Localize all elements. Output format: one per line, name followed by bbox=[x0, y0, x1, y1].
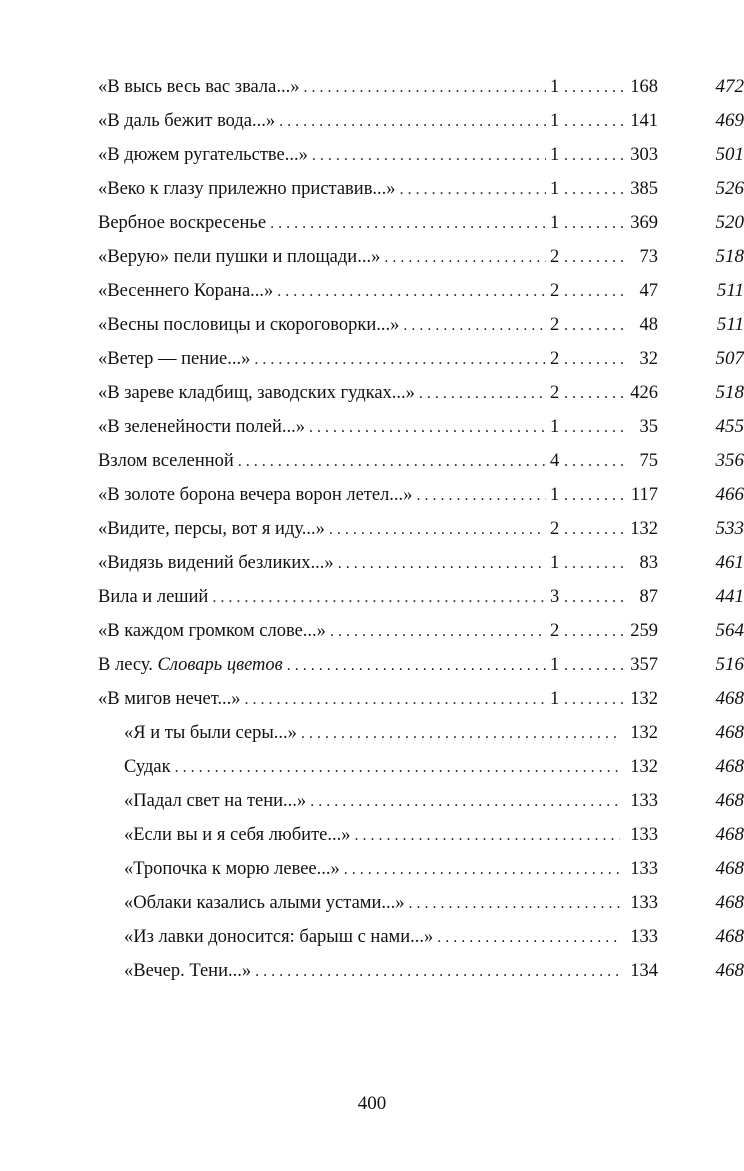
entry-title: «В мигов нечет...» bbox=[98, 689, 241, 709]
entry-volume: 1 bbox=[550, 655, 560, 675]
entry-commentary-page: 533 bbox=[715, 518, 744, 539]
leader-dots bbox=[419, 377, 546, 411]
entry-title: «Видите, персы, вот я иду...» bbox=[98, 519, 325, 539]
entry-volume: 1 bbox=[550, 417, 560, 437]
entry-title: «Облаки казались алыми устами...» bbox=[124, 893, 405, 913]
leader-dots bbox=[310, 785, 620, 819]
entry-volume: 2 bbox=[550, 519, 560, 539]
entry-page: 48 bbox=[639, 315, 658, 335]
entry-volume: 1 bbox=[550, 77, 560, 97]
entry-title: «В зареве кладбищ, заводских гудках...» bbox=[98, 383, 415, 403]
entry-page: 133 bbox=[630, 859, 658, 879]
entry-page: 75 bbox=[639, 451, 658, 471]
entry-title: «В дюжем ругательстве...» bbox=[98, 145, 308, 165]
entry-volume: 2 bbox=[550, 621, 560, 641]
entry-page: 168 bbox=[630, 77, 658, 97]
index-entry bbox=[98, 240, 744, 274]
index-entry bbox=[98, 206, 744, 240]
index-entry bbox=[98, 648, 744, 682]
index-entry bbox=[98, 580, 744, 614]
index-entry bbox=[98, 546, 744, 580]
entry-commentary-page: 468 bbox=[715, 790, 744, 811]
entry-volume: 1 bbox=[550, 485, 560, 505]
entry-commentary-page: 518 bbox=[715, 246, 744, 267]
entry-title: Вербное воскресенье bbox=[98, 213, 267, 233]
entry-commentary-page: 472 bbox=[715, 76, 744, 97]
index-entry bbox=[98, 342, 744, 376]
leader-dots bbox=[277, 275, 546, 309]
entry-volume: 1 bbox=[550, 213, 560, 233]
entry-volume: 2 bbox=[550, 315, 560, 335]
entry-page: 369 bbox=[630, 213, 658, 233]
leader-dots bbox=[175, 751, 620, 785]
entry-volume: 4 bbox=[550, 451, 560, 471]
leader-dots bbox=[437, 921, 620, 955]
entry-title: Взлом вселенной bbox=[98, 451, 234, 471]
entry-commentary-page: 511 bbox=[716, 280, 744, 301]
leader-dots bbox=[329, 513, 546, 547]
entry-title: «Верую» пели пушки и площади...» bbox=[98, 247, 381, 267]
entry-title: «Если вы и я себя любите...» bbox=[124, 825, 351, 845]
entry-title: «В высь весь вас звала...» bbox=[98, 77, 300, 97]
leader-dots bbox=[564, 377, 624, 411]
entry-volume: 1 bbox=[550, 179, 560, 199]
entry-page: 132 bbox=[630, 689, 658, 709]
entry-title: «Ветер — пение...» bbox=[98, 349, 251, 369]
entry-commentary-page: 518 bbox=[715, 382, 744, 403]
index-entry bbox=[98, 138, 744, 172]
index-entry bbox=[98, 410, 744, 444]
leader-dots bbox=[338, 547, 546, 581]
entry-page: 47 bbox=[639, 281, 658, 301]
index-entry bbox=[98, 512, 744, 546]
leader-dots bbox=[355, 819, 621, 853]
entry-page: 426 bbox=[630, 383, 658, 403]
entry-title: В лесу. Словарь цветов bbox=[98, 655, 283, 675]
leader-dots bbox=[564, 343, 624, 377]
entry-commentary-page: 356 bbox=[715, 450, 744, 471]
leader-dots bbox=[564, 683, 624, 717]
leader-dots bbox=[564, 241, 624, 275]
entry-page: 133 bbox=[630, 791, 658, 811]
leader-dots bbox=[312, 139, 546, 173]
leader-dots bbox=[279, 105, 546, 139]
leader-dots bbox=[564, 479, 624, 513]
leader-dots bbox=[564, 139, 624, 173]
leader-dots bbox=[330, 615, 546, 649]
leader-dots bbox=[287, 649, 546, 683]
leader-dots bbox=[564, 615, 624, 649]
leader-dots bbox=[564, 309, 624, 343]
entry-commentary-page: 468 bbox=[715, 756, 744, 777]
leader-dots bbox=[344, 853, 620, 887]
entry-volume: 2 bbox=[550, 349, 560, 369]
index-entry bbox=[98, 70, 744, 104]
entry-commentary-page: 468 bbox=[715, 688, 744, 709]
index-entry bbox=[98, 614, 744, 648]
entry-volume: 1 bbox=[550, 145, 560, 165]
entry-page: 83 bbox=[639, 553, 658, 573]
leader-dots bbox=[238, 445, 546, 479]
entry-title: «Из лавки доносится: барыш с нами...» bbox=[124, 927, 434, 947]
leader-dots bbox=[384, 241, 546, 275]
entry-page: 132 bbox=[630, 723, 658, 743]
index-entry bbox=[98, 274, 744, 308]
leader-dots bbox=[564, 275, 624, 309]
leader-dots bbox=[245, 683, 546, 717]
entry-page: 133 bbox=[630, 893, 658, 913]
entry-commentary-page: 507 bbox=[715, 348, 744, 369]
entry-commentary-page: 455 bbox=[715, 416, 744, 437]
leader-dots bbox=[304, 71, 546, 105]
leader-dots bbox=[564, 71, 624, 105]
leader-dots bbox=[403, 309, 546, 343]
index-subentry bbox=[98, 920, 744, 954]
leader-dots bbox=[409, 887, 620, 921]
entry-page: 32 bbox=[639, 349, 658, 369]
entry-commentary-page: 501 bbox=[715, 144, 744, 165]
entry-title: «Весеннего Корана...» bbox=[98, 281, 274, 301]
entry-commentary-page: 468 bbox=[715, 960, 744, 981]
entry-volume: 1 bbox=[550, 553, 560, 573]
entry-title: Судак bbox=[124, 757, 171, 777]
entry-page: 357 bbox=[630, 655, 658, 675]
entry-commentary-page: 511 bbox=[716, 314, 744, 335]
index-entry bbox=[98, 376, 744, 410]
entry-page: 141 bbox=[630, 111, 658, 131]
index-entry bbox=[98, 478, 744, 512]
leader-dots bbox=[416, 479, 546, 513]
entry-title: «В каждом громком слове...» bbox=[98, 621, 326, 641]
entry-title: «Я и ты были серы...» bbox=[124, 723, 297, 743]
entry-title: «В зеленейности полей...» bbox=[98, 417, 305, 437]
index-subentry bbox=[98, 886, 744, 920]
index-subentry bbox=[98, 818, 744, 852]
entry-title-italic: Словарь цветов bbox=[157, 655, 283, 675]
index-subentry bbox=[98, 852, 744, 886]
entry-commentary-page: 468 bbox=[715, 722, 744, 743]
entry-title: «Весны пословицы и скороговорки...» bbox=[98, 315, 400, 335]
entry-title: «Видязь видений безликих...» bbox=[98, 553, 334, 573]
leader-dots bbox=[255, 955, 620, 989]
entry-title: «В даль бежит вода...» bbox=[98, 111, 276, 131]
entry-title: Вила и леший bbox=[98, 587, 209, 607]
entry-title: «Падал свет на тени...» bbox=[124, 791, 307, 811]
entry-page: 303 bbox=[630, 145, 658, 165]
index-subentry bbox=[98, 750, 744, 784]
entry-commentary-page: 461 bbox=[715, 552, 744, 573]
entry-page: 87 bbox=[639, 587, 658, 607]
leader-dots bbox=[564, 581, 624, 615]
entry-page: 132 bbox=[630, 519, 658, 539]
entry-commentary-page: 564 bbox=[715, 620, 744, 641]
entry-commentary-page: 468 bbox=[715, 926, 744, 947]
entry-volume: 3 bbox=[550, 587, 560, 607]
entry-commentary-page: 469 bbox=[715, 110, 744, 131]
index-subentry bbox=[98, 954, 744, 988]
entry-page: 117 bbox=[630, 485, 658, 505]
page-number: 400 bbox=[357, 1093, 387, 1114]
leader-dots bbox=[564, 649, 624, 683]
index-subentry bbox=[98, 784, 744, 818]
entry-commentary-page: 526 bbox=[715, 178, 744, 199]
leader-dots bbox=[564, 173, 624, 207]
entry-volume: 2 bbox=[550, 281, 560, 301]
entry-volume: 2 bbox=[550, 247, 560, 267]
entry-page: 385 bbox=[630, 179, 658, 199]
entry-page: 259 bbox=[630, 621, 658, 641]
leader-dots bbox=[564, 445, 624, 479]
leader-dots bbox=[270, 207, 546, 241]
entry-commentary-page: 516 bbox=[715, 654, 744, 675]
index-entry bbox=[98, 172, 744, 206]
index-entry bbox=[98, 308, 744, 342]
entry-commentary-page: 468 bbox=[715, 858, 744, 879]
entry-title: «В золоте борона вечера ворон летел...» bbox=[98, 485, 413, 505]
index-entry bbox=[98, 444, 744, 478]
index-subentry bbox=[98, 716, 744, 750]
leader-dots bbox=[309, 411, 546, 445]
entry-commentary-page: 441 bbox=[715, 586, 744, 607]
entry-commentary-page: 468 bbox=[715, 824, 744, 845]
leader-dots bbox=[400, 173, 546, 207]
leader-dots bbox=[564, 411, 624, 445]
entry-page: 133 bbox=[630, 825, 658, 845]
leader-dots bbox=[564, 513, 624, 547]
leader-dots bbox=[564, 207, 624, 241]
leader-dots bbox=[301, 717, 620, 751]
entry-volume: 1 bbox=[550, 689, 560, 709]
entry-page: 73 bbox=[639, 247, 658, 267]
leader-dots bbox=[564, 105, 624, 139]
entry-page: 132 bbox=[630, 757, 658, 777]
entry-page: 134 bbox=[630, 961, 658, 981]
entry-page: 133 bbox=[630, 927, 658, 947]
entry-volume: 2 bbox=[550, 383, 560, 403]
index-list bbox=[98, 70, 744, 988]
leader-dots bbox=[212, 581, 546, 615]
entry-commentary-page: 520 bbox=[715, 212, 744, 233]
entry-commentary-page: 468 bbox=[715, 892, 744, 913]
entry-title: «Вечер. Тени...» bbox=[124, 961, 252, 981]
entry-volume: 1 bbox=[550, 111, 560, 131]
entry-page: 35 bbox=[639, 417, 658, 437]
entry-commentary-page: 466 bbox=[715, 484, 744, 505]
index-entry bbox=[98, 682, 744, 716]
entry-title: «Веко к глазу прилежно приставив...» bbox=[98, 179, 396, 199]
index-entry bbox=[98, 104, 744, 138]
leader-dots bbox=[564, 547, 624, 581]
entry-title: «Тропочка к морю левее...» bbox=[124, 859, 340, 879]
leader-dots bbox=[254, 343, 546, 377]
